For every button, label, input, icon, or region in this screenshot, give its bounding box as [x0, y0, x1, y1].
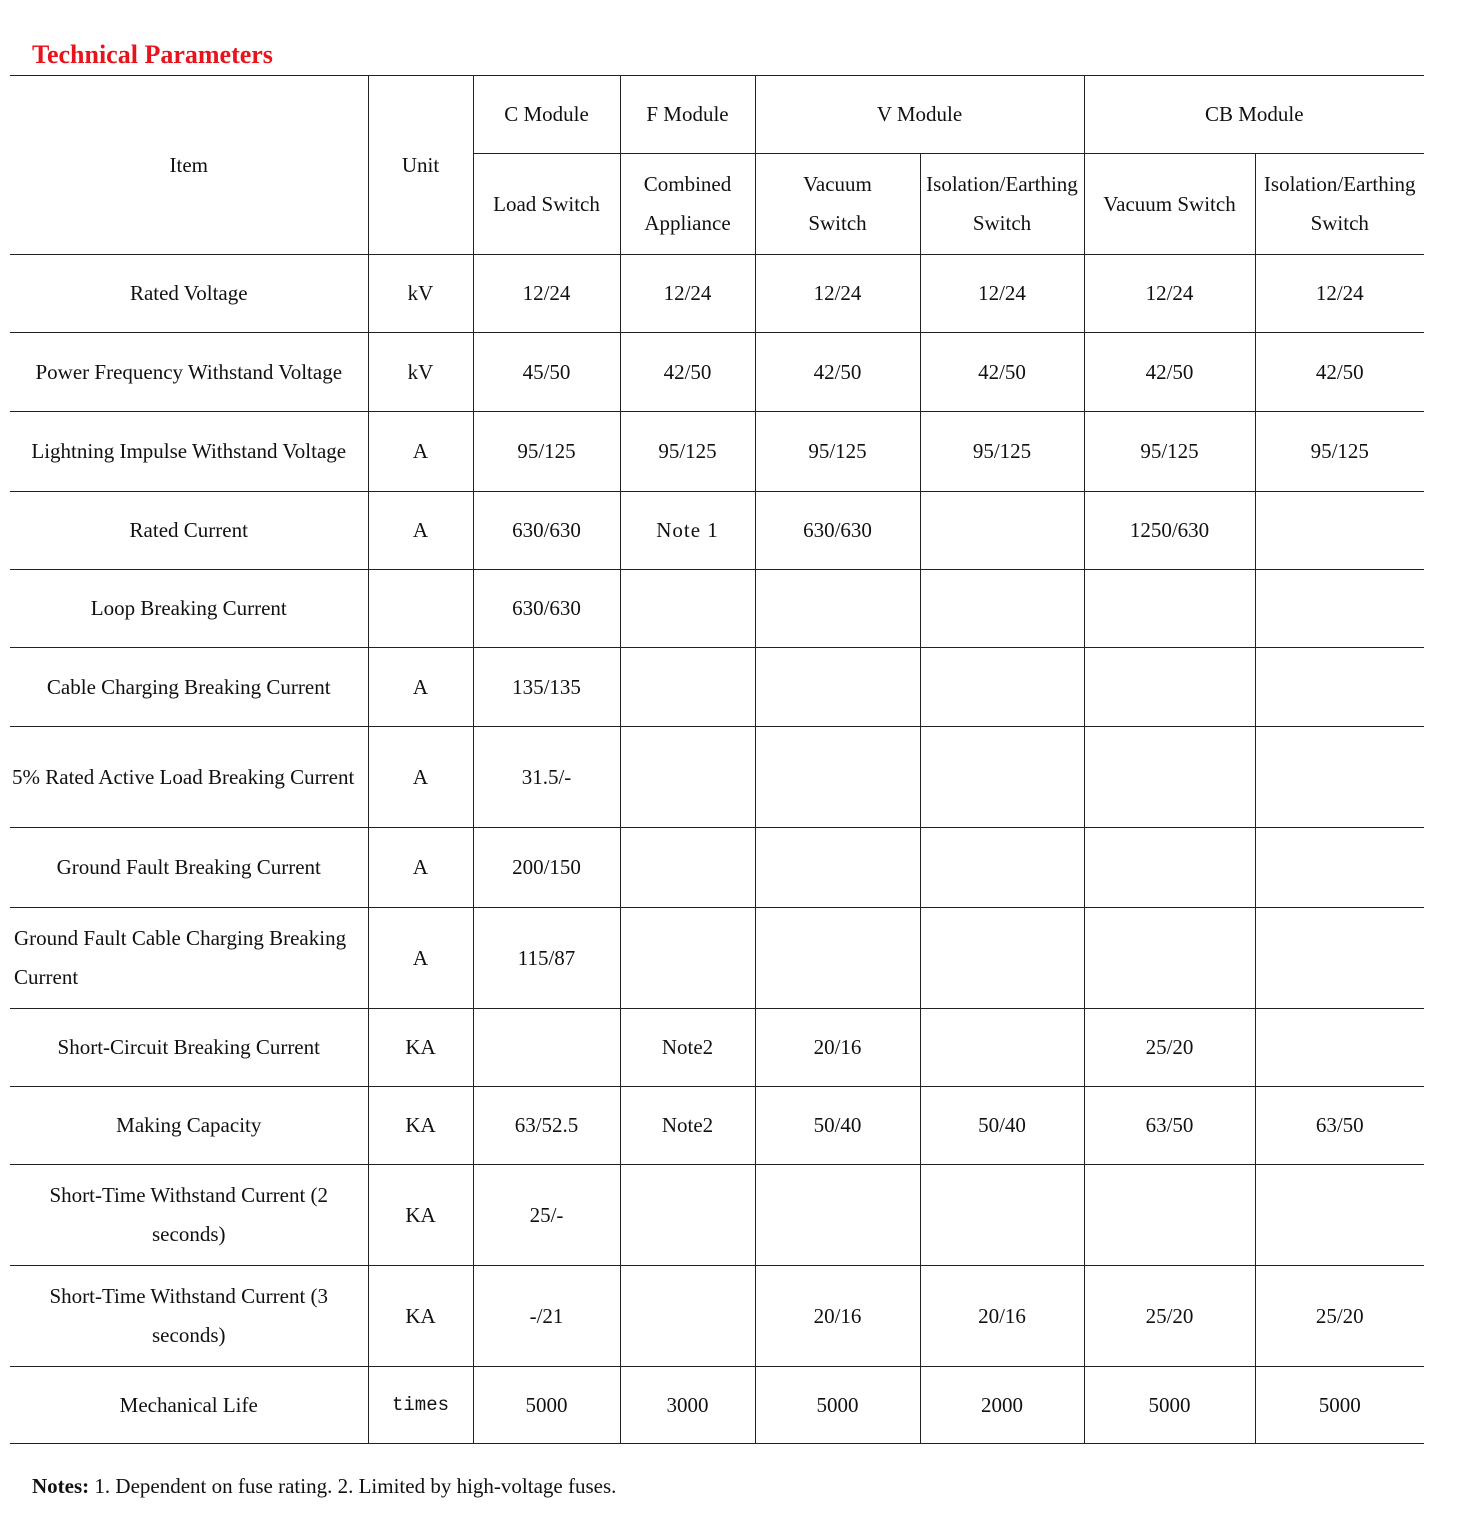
cell-c: 630/630	[473, 570, 620, 648]
header-f-combined-appliance	[620, 154, 755, 255]
cell-c: -/21	[473, 1266, 620, 1367]
cell-cb-isolation: 25/20	[1255, 1266, 1424, 1367]
cell-cb-vacuum: 42/50	[1084, 333, 1255, 412]
header-v-isolation-switch	[920, 154, 1084, 255]
cell-v-isolation	[920, 908, 1084, 1009]
header-f-line-1: Combined	[643, 172, 732, 196]
row-item: Rated Voltage	[10, 255, 368, 333]
cell-v-vacuum: 12/24	[755, 255, 920, 333]
cell-v-isolation	[920, 727, 1084, 828]
cell-f: 42/50	[620, 333, 755, 412]
row-item: Ground Fault Cable Charging Breaking Current	[10, 908, 368, 1009]
row-unit: KA	[368, 1165, 473, 1266]
cell-cb-vacuum: 12/24	[1084, 255, 1255, 333]
cell-cb-vacuum	[1084, 727, 1255, 828]
header-c-load-switch: Load Switch	[473, 154, 620, 255]
row-unit: A	[368, 648, 473, 727]
cell-f: 12/24	[620, 255, 755, 333]
header-cb-iso-line-1: Isolation/Earthing	[1263, 172, 1416, 196]
cell-f: 95/125	[620, 412, 755, 492]
cell-cb-isolation: 42/50	[1255, 333, 1424, 412]
cell-cb-isolation	[1255, 648, 1424, 727]
table-row	[10, 412, 1424, 492]
cell-f: Note2	[620, 1009, 755, 1087]
row-item: Rated Current	[10, 492, 368, 570]
cell-f: Note 1	[620, 492, 755, 570]
cell-cb-isolation	[1255, 492, 1424, 570]
table-row	[10, 1367, 1424, 1444]
cell-v-vacuum: 20/16	[755, 1009, 920, 1087]
cell-v-vacuum	[755, 570, 920, 648]
cell-cb-vacuum	[1084, 648, 1255, 727]
table-row	[10, 333, 1424, 412]
header-f-line-2: Appliance	[644, 211, 731, 235]
cell-cb-vacuum	[1084, 908, 1255, 1009]
cell-f	[620, 727, 755, 828]
table-row	[10, 727, 1424, 828]
cell-cb-vacuum	[1084, 828, 1255, 908]
row-item: Lightning Impulse Withstand Voltage	[10, 412, 368, 492]
cell-f	[620, 908, 755, 1009]
cell-v-vacuum	[755, 828, 920, 908]
header-cb-iso-line-2: Switch	[1310, 211, 1369, 235]
row-unit: A	[368, 492, 473, 570]
header-v-iso-line-2: Switch	[972, 211, 1032, 235]
cell-c: 25/-	[473, 1165, 620, 1266]
cell-f: 3000	[620, 1367, 755, 1444]
row-item: Ground Fault Breaking Current	[10, 828, 368, 908]
row-item: 5% Rated Active Load Breaking Current	[10, 727, 368, 828]
header-v-module: V Module	[755, 76, 1084, 154]
cell-v-vacuum: 95/125	[755, 412, 920, 492]
cell-c: 630/630	[473, 492, 620, 570]
cell-cb-vacuum: 1250/630	[1084, 492, 1255, 570]
cell-cb-isolation: 5000	[1255, 1367, 1424, 1444]
cell-v-vacuum: 20/16	[755, 1266, 920, 1367]
cell-cb-isolation: 95/125	[1255, 412, 1424, 492]
cell-v-isolation	[920, 492, 1084, 570]
cell-v-vacuum	[755, 908, 920, 1009]
table-body	[10, 76, 1424, 1444]
cell-c: 63/52.5	[473, 1087, 620, 1165]
cell-cb-isolation: 63/50	[1255, 1087, 1424, 1165]
table-row	[10, 570, 1424, 648]
row-unit: A	[368, 727, 473, 828]
header-row-modules	[10, 76, 1424, 154]
row-unit: A	[368, 908, 473, 1009]
cell-v-vacuum	[755, 727, 920, 828]
cell-f	[620, 1266, 755, 1367]
row-unit	[368, 570, 473, 648]
cell-c: 115/87	[473, 908, 620, 1009]
cell-v-vacuum: 42/50	[755, 333, 920, 412]
cell-v-isolation	[920, 570, 1084, 648]
header-v-vacuum-switch	[755, 154, 920, 255]
table-row	[10, 1087, 1424, 1165]
cell-v-isolation: 95/125	[920, 412, 1084, 492]
row-unit: times	[368, 1367, 473, 1444]
technical-parameters-table	[10, 75, 1424, 1444]
cell-cb-isolation	[1255, 1165, 1424, 1266]
cell-v-isolation: 2000	[920, 1367, 1084, 1444]
cell-cb-isolation	[1255, 727, 1424, 828]
cell-v-isolation: 42/50	[920, 333, 1084, 412]
cell-v-vacuum	[755, 1165, 920, 1266]
table-row	[10, 828, 1424, 908]
cell-cb-isolation	[1255, 828, 1424, 908]
table-row	[10, 255, 1424, 333]
notes-text: 1. Dependent on fuse rating. 2. Limited by high-voltage fuses.	[89, 1474, 617, 1498]
header-item: Item	[10, 76, 368, 255]
cell-c: 31.5/-	[473, 727, 620, 828]
row-unit: A	[368, 828, 473, 908]
row-item: Power Frequency Withstand Voltage	[10, 333, 368, 412]
cell-v-vacuum: 50/40	[755, 1087, 920, 1165]
cell-c: 95/125	[473, 412, 620, 492]
cell-c: 135/135	[473, 648, 620, 727]
row-item: Making Capacity	[10, 1087, 368, 1165]
table-row	[10, 1266, 1424, 1367]
row-unit: A	[368, 412, 473, 492]
cell-c: 200/150	[473, 828, 620, 908]
header-v-vac-line-1: Vacuum	[803, 172, 872, 196]
cell-c: 5000	[473, 1367, 620, 1444]
row-item: Cable Charging Breaking Current	[10, 648, 368, 727]
row-item: Short-Time Withstand Current (2 seconds)	[10, 1165, 368, 1266]
row-item: Short-Circuit Breaking Current	[10, 1009, 368, 1087]
row-unit: kV	[368, 333, 473, 412]
table-row	[10, 1009, 1424, 1087]
header-v-vac-line-2: Switch	[808, 211, 867, 235]
cell-f	[620, 648, 755, 727]
cell-c: 45/50	[473, 333, 620, 412]
cell-cb-isolation	[1255, 570, 1424, 648]
header-v-iso-line-1: Isolation/Earthing	[926, 172, 1078, 196]
header-cb-vacuum-switch: Vacuum Switch	[1084, 154, 1255, 255]
cell-cb-vacuum: 95/125	[1084, 412, 1255, 492]
cell-v-vacuum: 630/630	[755, 492, 920, 570]
cell-c	[473, 1009, 620, 1087]
cell-f: Note2	[620, 1087, 755, 1165]
cell-f	[620, 828, 755, 908]
notes-label: Notes:	[32, 1474, 90, 1498]
table-row	[10, 648, 1424, 727]
page-title: Technical Parameters	[32, 40, 273, 69]
cell-cb-vacuum: 25/20	[1084, 1009, 1255, 1087]
cell-v-isolation: 12/24	[920, 255, 1084, 333]
cell-v-isolation	[920, 1165, 1084, 1266]
row-unit: KA	[368, 1009, 473, 1087]
cell-v-isolation: 20/16	[920, 1266, 1084, 1367]
cell-v-isolation: 50/40	[920, 1087, 1084, 1165]
cell-cb-vacuum	[1084, 570, 1255, 648]
table-row	[10, 1165, 1424, 1266]
header-cb-isolation-switch	[1255, 154, 1424, 255]
header-c-module: C Module	[473, 76, 620, 154]
notes	[32, 1474, 616, 1499]
row-unit: kV	[368, 255, 473, 333]
cell-v-vacuum: 5000	[755, 1367, 920, 1444]
row-item: Short-Time Withstand Current (3 seconds)	[10, 1266, 368, 1367]
cell-cb-vacuum: 5000	[1084, 1367, 1255, 1444]
row-unit: KA	[368, 1266, 473, 1367]
header-cb-module: CB Module	[1084, 76, 1424, 154]
row-item: Mechanical Life	[10, 1367, 368, 1444]
cell-cb-isolation: 12/24	[1255, 255, 1424, 333]
cell-v-vacuum	[755, 648, 920, 727]
cell-f	[620, 1165, 755, 1266]
cell-cb-vacuum: 25/20	[1084, 1266, 1255, 1367]
cell-v-isolation	[920, 648, 1084, 727]
row-item: Loop Breaking Current	[10, 570, 368, 648]
header-f-module: F Module	[620, 76, 755, 154]
row-unit: KA	[368, 1087, 473, 1165]
cell-c: 12/24	[473, 255, 620, 333]
cell-f	[620, 570, 755, 648]
cell-cb-isolation	[1255, 1009, 1424, 1087]
cell-cb-isolation	[1255, 908, 1424, 1009]
header-unit: Unit	[368, 76, 473, 255]
cell-cb-vacuum: 63/50	[1084, 1087, 1255, 1165]
cell-cb-vacuum	[1084, 1165, 1255, 1266]
table-row	[10, 492, 1424, 570]
table-row	[10, 908, 1424, 1009]
cell-v-isolation	[920, 1009, 1084, 1087]
cell-v-isolation	[920, 828, 1084, 908]
